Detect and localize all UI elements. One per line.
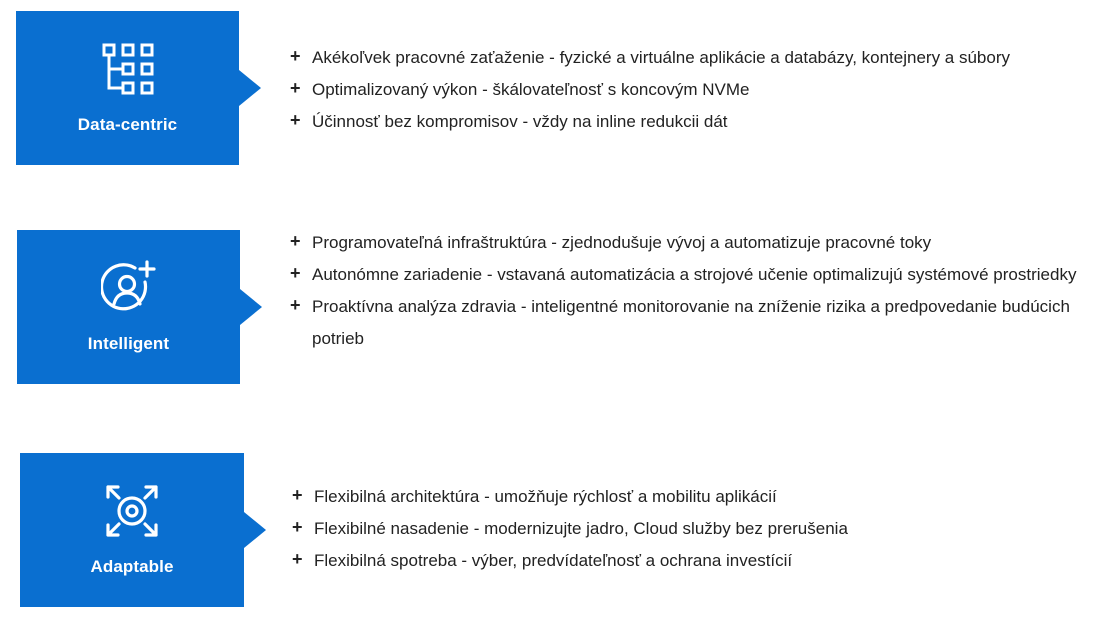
list-item: + Účinnosť bez kompromisov - vždy na inline redukcii dát: [290, 106, 1080, 138]
plus-icon: +: [290, 78, 301, 98]
plus-icon: +: [292, 517, 303, 537]
list-item: + Optimalizovaný výkon - škálovateľnosť s koncovým NVMe: [290, 74, 1080, 106]
feature-list-adaptable: [292, 481, 1082, 577]
list-item: + Proaktívna analýza zdravia - inteligentné monitorovanie na zníženie rizika a predpovedanie budúcich potrieb: [290, 291, 1080, 355]
hierarchy-grid-icon: [100, 41, 156, 97]
list-item: + Akékoľvek pracovné zaťaženie - fyzické a virtuálne aplikácie a databázy, kontejnery a súbory: [290, 42, 1080, 74]
data-centric-card: [16, 11, 239, 165]
list-item: + Programovateľná infraštruktúra - zjednodušuje vývoj a automatizuje pracovné toky: [290, 227, 1080, 259]
card-title: Adaptable: [90, 557, 174, 576]
intelligent-card: [17, 230, 240, 384]
plus-icon: +: [292, 549, 303, 569]
adaptable-card: [20, 453, 244, 607]
user-add-icon: [101, 260, 157, 316]
plus-icon: +: [290, 263, 301, 283]
list-item: + Flexibilná architektúra - umožňuje rýchlosť a mobilitu aplikácií: [292, 481, 1082, 513]
list-item: + Flexibilné nasadenie - modernizujte jadro, Cloud služby bez prerušenia: [292, 513, 1082, 545]
plus-icon: +: [290, 295, 301, 315]
plus-icon: +: [292, 485, 303, 505]
list-item: + Autonómne zariadenie - vstavaná automatizácia a strojové učenie optimalizujú systémové prostriedky: [290, 259, 1080, 291]
expand-target-icon: [104, 483, 160, 539]
feature-list-intelligent: [290, 227, 1080, 355]
plus-icon: +: [290, 110, 301, 130]
card-title: Intelligent: [87, 334, 170, 353]
plus-icon: +: [290, 46, 301, 66]
plus-icon: +: [290, 231, 301, 251]
feature-list-data-centric: [290, 42, 1080, 138]
card-title: Data-centric: [77, 115, 178, 134]
list-item: + Flexibilná spotreba - výber, predvídateľnosť a ochrana investícií: [292, 545, 1082, 577]
